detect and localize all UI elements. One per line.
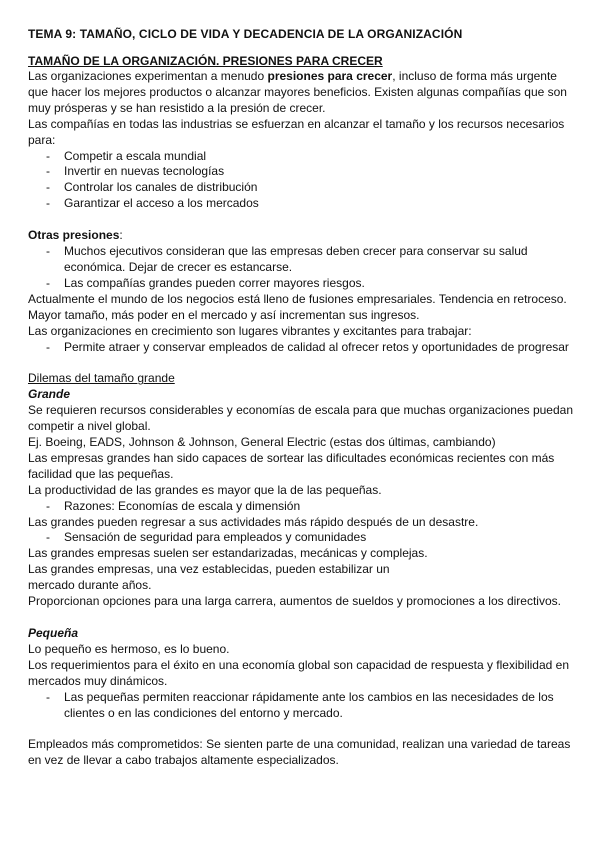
paragraph-large-5: Las grandes pueden regresar a sus actividades más rápido después de un desastre. <box>28 514 479 529</box>
paragraph-growth: Las organizaciones en crecimiento son lugares vibrantes y excitantes para trabajar: <box>28 323 472 338</box>
list-security <box>28 530 576 546</box>
document-page <box>28 26 576 769</box>
paragraph-large-examples: Ej. Boeing, EADS, Johnson & Johnson, General Electric (estas dos últimas, cambiando) <box>28 435 496 450</box>
document-title: TEMA 9: TAMAÑO, CICLO DE VIDA Y DECADENCIA DE LA ORGANIZACIÓN <box>28 27 463 41</box>
paragraph-mergers: Actualmente el mundo de los negocios está lleno de fusiones empresariales. Tendencia en retroceso. <box>28 291 567 306</box>
list-item: - Muchos ejecutivos consideran que las empresas deben crecer para conservar su salud económica. Dejar de crecer es estancarse. <box>46 244 528 274</box>
paragraph-small-1: Lo pequeño es hermoso, es lo bueno. <box>28 641 230 656</box>
subheading-small: Pequeña <box>28 626 79 640</box>
paragraph-text: , incluso de forma más urgente que hacer los mejores productos o alcanzar mayores beneficios. Existen algunas compañías que son muy prósperas y se han resistido a la presión de crecer. <box>28 69 567 115</box>
list-goals <box>28 149 576 213</box>
bold-phrase: presiones para crecer <box>267 69 393 83</box>
list-reasons <box>28 499 576 515</box>
list-item: - Competir a escala mundial <box>46 148 207 163</box>
paragraph-pressures <box>28 69 576 117</box>
list-item: - Controlar los canales de distribución <box>46 180 258 195</box>
list-item: - Las compañías grandes pueden correr mayores riesgos. <box>46 275 365 290</box>
paragraph-large-7b: mercado durante años. <box>28 578 152 593</box>
paragraph-large-1: Se requieren recursos considerables y economías de escala para que muchas organizaciones puedan competir a nivel global. <box>28 403 573 434</box>
list-item: - Sensación de seguridad para empleados y comunidades <box>46 530 367 545</box>
paragraph-industries: Las compañías en todas las industrias se esfuerzan en alcanzar el tamaño y los recursos necesarios para: <box>28 116 565 147</box>
list-other-pressures <box>28 244 576 292</box>
paragraph-large-4: La productividad de las grandes es mayor que la de las pequeñas. <box>28 482 382 497</box>
list-growth <box>28 340 576 356</box>
section-heading-size: TAMAÑO DE LA ORGANIZACIÓN. PRESIONES PARA CRECER <box>28 54 383 68</box>
section-heading-dilemmas: Dilemas del tamaño grande <box>28 371 175 386</box>
paragraph-small-3: Empleados más comprometidos: Se sienten parte de una comunidad, realizan una variedad de tareas en vez de llevar a cabo trabajos altamente especializados. <box>28 737 571 768</box>
subheading-large: Grande <box>28 387 71 402</box>
paragraph-large-3: Las empresas grandes han sido capaces de sortear las dificultades económicas recientes con más facilidad que las pequeñas. <box>28 450 555 481</box>
paragraph-small-2: Los requerimientos para el éxito en una economía global son capacidad de respuesta y flexibilidad en mercados muy dinámicos. <box>28 657 570 688</box>
list-item: - Las pequeñas permiten reaccionar rápidamente ante los cambios en las necesidades de los clientes o en las condiciones del entorno y mercado. <box>46 689 554 720</box>
paragraph-text: Las organizaciones experimentan a menudo <box>28 69 268 83</box>
paragraph-large-7a: Las grandes empresas, una vez establecidas, pueden estabilizar un <box>28 562 390 577</box>
other-pressures-label: Otras presiones: <box>28 228 123 243</box>
list-item: - Razones: Economías de escala y dimensión <box>46 498 301 513</box>
list-item: - Invertir en nuevas tecnologías <box>46 164 225 179</box>
list-item: - Permite atraer y conservar empleados de calidad al ofrecer retos y oportunidades de progresar <box>46 339 569 354</box>
paragraph-market-power: Mayor tamaño, más poder en el mercado y así incrementan sus ingresos. <box>28 307 420 322</box>
paragraph-large-8: Proporcionan opciones para una larga carrera, aumentos de sueldos y promociones a los directivos. <box>28 594 561 609</box>
list-item: - Garantizar el acceso a los mercados <box>46 196 259 211</box>
list-small <box>28 690 576 722</box>
paragraph-large-6: Las grandes empresas suelen ser estandarizadas, mecánicas y complejas. <box>28 546 428 561</box>
